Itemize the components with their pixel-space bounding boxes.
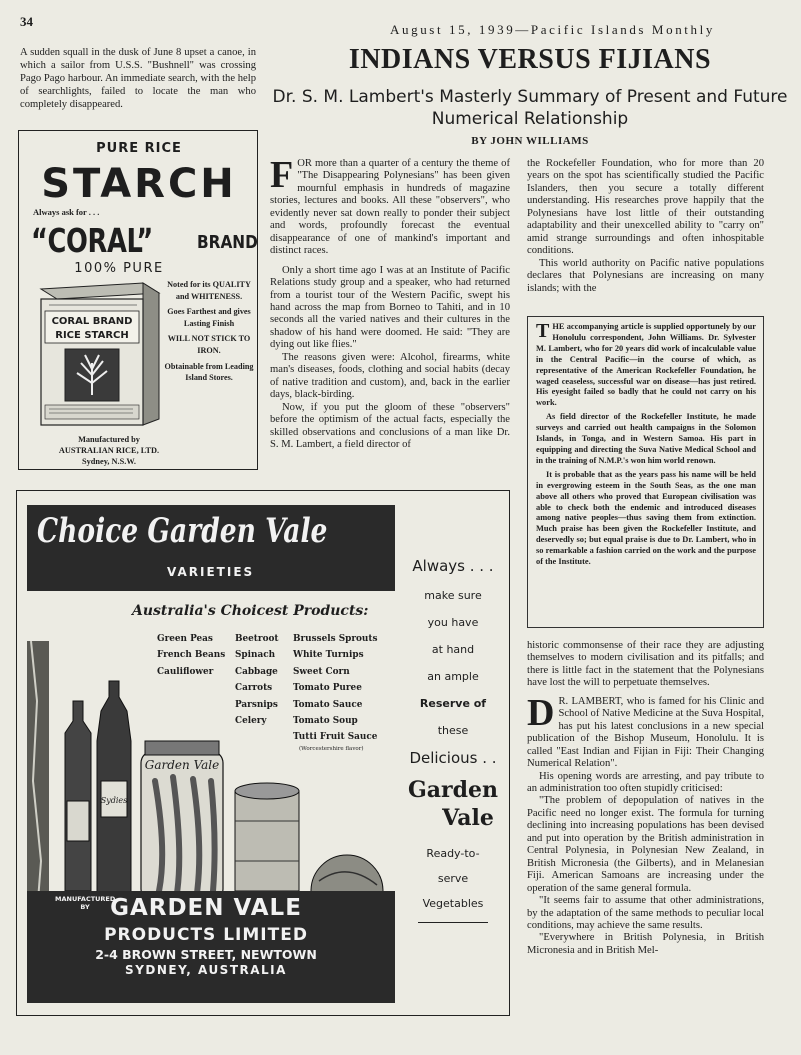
ad-pure-percent: 100% PURE [74, 261, 164, 276]
slogan-line: Always . . . [412, 557, 494, 575]
garden-vale-slogan [397, 557, 509, 923]
product-item: Spinach [235, 650, 276, 661]
manufacturer-city: SYDNEY, AUSTRALIA [125, 963, 287, 977]
garden-vale-headline: Choice Garden Vale [37, 511, 328, 551]
drop-cap: T [536, 320, 550, 342]
bottle-label: Sydies [100, 796, 128, 805]
editor-note-paragraph: THE accompanying article is supplied opportunely by our Honolulu correspondent, John Williams. Dr. Sylvester M. Lambert, who for 20 years did work of incalculable value in the Central Pacific—in the course of which, as representative of the American Rockefeller Foundation, he waged ceaseless, successful war on disease—has just retired. His eyesight failed so badly that he could not carry on his work. [536, 320, 756, 408]
article-paragraph: historic commonsense of their race they are adjusting themselves to modern civilisation and its pitfalls; and there is little fact in the statement that the Polynesians have lost the will to perpetuate themselves. [527, 640, 764, 689]
manufacturer-address: 2-4 BROWN STREET, NEWTOWN [95, 947, 317, 962]
slogan-line: you have [427, 616, 479, 629]
editor-note-box [527, 316, 764, 628]
editor-note-paragraph: It is probable that as the years pass his name will be held in evergrowing esteem in the South Seas, as the one man above all others who proved that European civilisation was able to check both the endemic and introduced diseases among native peoples—thus saving them from extinction. Much praise has been given the Rockefeller Institute, and deservedly so; but equal praise is due to Dr. Lambert, who in so remarkable a fashion carried on the work and the purpose of the Institute. [536, 469, 756, 567]
manufacturer-company: PRODUCTS LIMITED [104, 925, 308, 945]
ad-brand-word: BRAND [197, 232, 258, 253]
product-item: White Turnips [293, 650, 364, 661]
starch-box-illustration [33, 279, 161, 429]
product-item: Tutti Fruit Sauce [293, 732, 378, 743]
garden-vale-varieties: VARIETIES [167, 565, 255, 579]
article-column-2-top [527, 158, 764, 295]
coral-starch-ad [18, 130, 258, 470]
starch-box-brand-line: CORAL BRAND [51, 316, 133, 327]
article-paragraph: Now, if you put the gloom of these "observers" before the optimism of the actual facts, especially the skilled observations and conclusions of a man like Dr. S. M. Lambert, a field director of [270, 401, 510, 450]
article-column-2-bottom [527, 640, 764, 957]
slogan-brand: Garden [407, 777, 498, 803]
product-item: Sweet Corn [293, 666, 350, 677]
jar-label: Garden Vale [144, 758, 220, 772]
slogan-line: Vegetables [422, 897, 484, 910]
product-item: Brussels Sprouts [293, 634, 378, 644]
slogan-line: an ample [427, 670, 479, 683]
starch-benefit: Obtainable from Leading Island Stores. [164, 361, 254, 383]
article-paragraph: D R. LAMBERT, who is famed for his Clinic and School of Native Medicine at the Suva Hospital, has put his latest conclusions in a new special publication of the Bishop Museum, Honolulu. It is called "East Indian and Fijian in Fiji: Their Changing Numerical Relation". [527, 691, 764, 770]
running-head: August 15, 1939—Pacific Islands Monthly [390, 22, 715, 37]
starch-benefit: WILL NOT STICK TO IRON. [167, 334, 251, 355]
slogan-line: make sure [424, 589, 482, 602]
product-item: Cabbage [235, 666, 278, 677]
starch-box-product-line: RICE STARCH [55, 330, 129, 341]
article-paragraph: the Rockefeller Foundation, who for more than 20 years on the spot has scientifically studied the Pacific Islanders, then you secure a totally different understanding. His researches prove happily that the Polynesians have lost little of their outstanding adaptability and their unexcelled ability to "carry on" amid strange surroundings and often inhospitable conditions. [527, 158, 764, 257]
starch-benefit: Goes Farthest and gives Lasting Finish [167, 307, 251, 328]
article-paragraph: "The problem of depopulation of natives in the Pacific need no longer exist. The formula for turning declining into increasing populations has been devised and put into operation by the British administration in Central Polynesia, in Polynesian New Zealand, in British Micronesia (the Gilberts), and in Melanesian Fiji. American Samoans are increasing under the operation of the same general formula. [527, 795, 764, 894]
drop-cap: F [270, 154, 294, 196]
manufactured-by: MANUFACTURED BY [55, 895, 116, 911]
article-paragraph: "It seems fair to assume that other administrations, by the adaptation of the same methods to peculiar local conditions, may achieve the same results. [527, 895, 764, 931]
garden-vale-ad [16, 490, 510, 1016]
product-item: French Beans [157, 650, 226, 661]
product-item: Carrots [235, 683, 273, 694]
article-paragraph: FOR more than a quarter of a century the theme of "The Disappearing Polynesians" has been given mournful emphasis in hundreds of magazine stories, lectures and books. All these "observers", who evidently never sat down really to ponder their subject and words, profoundly forecast the eventual disappearance of one of mankind's important and distinct races. [270, 154, 510, 257]
starch-benefit: Noted for its QUALITY and WHITENESS. [167, 280, 251, 301]
drop-cap: D [527, 691, 555, 734]
product-item: Celery [235, 716, 267, 727]
product-item: Parsnips [235, 699, 278, 710]
manufacturer-name: GARDEN VALE [110, 895, 302, 921]
article-paragraph: The reasons given were: Alcohol, firearms, white man's diseases, foods, clothing and social habits (decay of native tradition and custom), and, back in the earlier days, black-birding. [270, 351, 510, 401]
product-item: Tomato Sauce [293, 699, 363, 710]
article-subtitle: Dr. S. M. Lambert's Masterly Summary of Present and Future Numerical Relationship [272, 87, 788, 129]
slogan-line: serve [437, 872, 469, 885]
article-paragraph: "Everywhere in British Polynesia, in British Micronesia and in British Mel- [527, 932, 764, 956]
ad-pure-rice: PURE RICE [96, 141, 182, 156]
article-paragraph: His opening words are arresting, and pay tribute to an administration too often stupidly criticised: [527, 770, 764, 794]
article-byline: BY JOHN WILLIAMS [471, 135, 589, 147]
ad-coral-name: “CORAL” [31, 221, 153, 260]
article-paragraph: Only a short time ago I was at an Institute of Pacific Relations study group and a speaker, who had returned from a tourist tour of the Western Pacific, swept his hand across the map from Borneo to Tahiti, and in 10 seconds all the varied natives and their cultures in the shadow of his hand were doomed. He said: "They are dying out like flies." [270, 264, 510, 351]
product-note: (Worcestershire flavor) [299, 745, 364, 752]
slogan-line: at hand [431, 643, 475, 656]
garden-vale-tagline: Australia's Choicest Products: [132, 603, 369, 619]
slogan-line: Ready-to- [426, 847, 480, 860]
article-title: INDIANS VERSUS FIJIANS [348, 44, 712, 75]
article-paragraph: This world authority on Pacific native populations declares that Polynesians are increasing on many islands; with the [527, 257, 764, 294]
news-brief: A sudden squall in the dusk of June 8 upset a canoe, in which a sailor from U.S.S. "Bushnell" was crossing Pago Pago harbour. An immediate search, with the help of searchlights, failed to locate the man who completely disappeared. [20, 47, 256, 110]
product-item: Cauliflower [157, 666, 214, 677]
slogan-brand: Vale [442, 805, 494, 831]
starch-benefits [163, 279, 255, 388]
editor-note-paragraph: As field director of the Rockefeller Institute, he made surveys and carried out health campaigns in the Solomon Islands, in Tonga, and in Western Samoa. His part in equipping and directing the Suva Native Medical School and in the training of N.M.P.'s won him world renown. [536, 412, 756, 465]
ad-always-ask: Always ask for . . . [33, 207, 100, 217]
article-column-1 [270, 154, 510, 451]
page-number: 34 [20, 14, 33, 29]
slogan-divider [418, 922, 488, 923]
slogan-line: Delicious . . [409, 749, 497, 767]
slogan-line: Reserve of [419, 697, 487, 710]
slogan-line: these [437, 724, 469, 737]
product-item: Beetroot [235, 634, 279, 644]
product-item: Tomato Soup [293, 716, 358, 727]
starch-manufacturer: Manufactured by AUSTRALIAN RICE, LTD. Sydney, N.S.W. [58, 435, 160, 466]
product-item: Tomato Puree [293, 683, 362, 694]
product-item: Green Peas [157, 634, 213, 644]
ad-starch-headline: STARCH [41, 161, 237, 207]
